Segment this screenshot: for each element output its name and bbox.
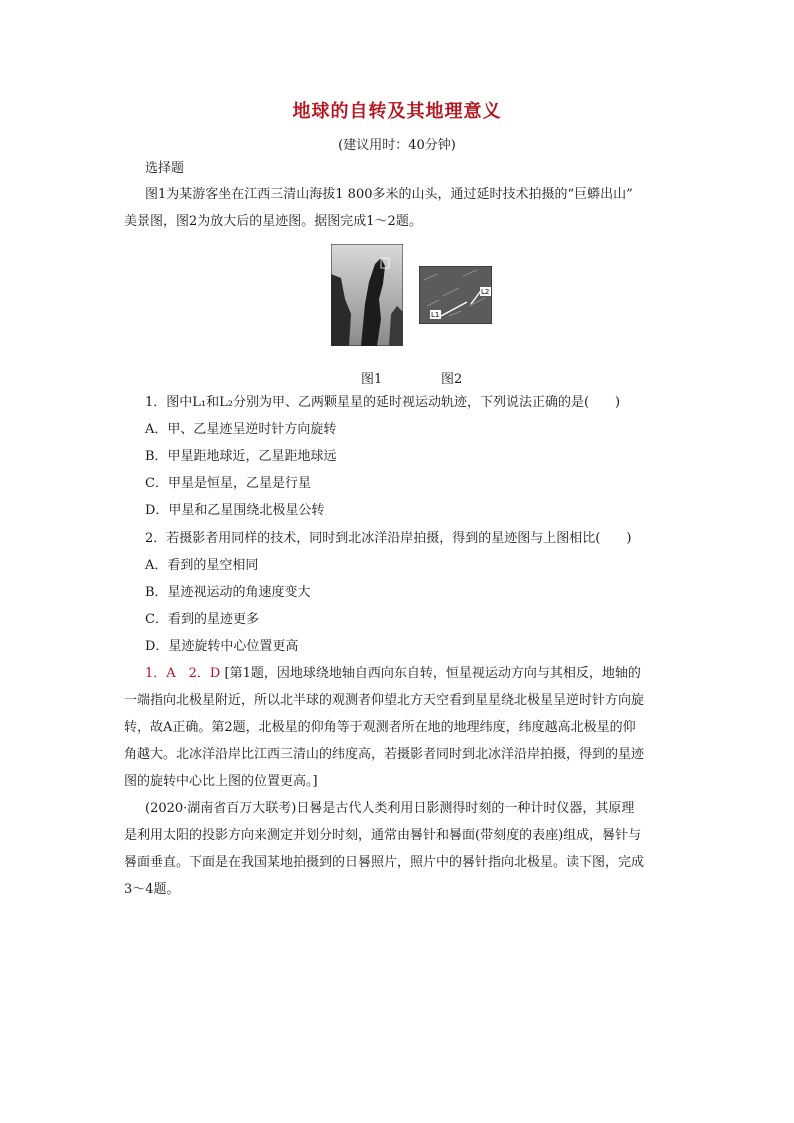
answer-explanation-1: [第1题，因地球绕地轴自西向东自转，恒星视运动方向与其相反，地轴的: [224, 666, 641, 681]
answer-line-1: [145, 665, 641, 683]
q1-option-a: A．甲、乙星迹呈逆时针方向旋转: [145, 422, 337, 437]
passage-line-3: 晷面垂直。下面是在我国某地拍摄到的日晷照片，照片中的晷针指向北极星。读下图，完成: [124, 855, 645, 870]
answer-explanation-4: 角越大。北冰洋沿岸比江西三清山的纬度高，若摄影者同时到北冰洋沿岸拍摄，得到的星迹: [124, 747, 645, 762]
l2-label: L2: [481, 288, 490, 296]
q1-option-d: D．甲星和乙星围绕北极星公转: [145, 503, 325, 518]
passage-line-1: (2020·湖南省百万大联考)日晷是古代人类利用日影测得时刻的一种计时仪器，其原理: [145, 801, 635, 816]
q2-option-c: C．看到的星迹更多: [145, 612, 259, 627]
q1-option-c: C．甲星是恒星，乙星是行星: [145, 476, 311, 491]
q2-option-d: D．星迹旋转中心位置更高: [145, 639, 299, 654]
passage-line-2: 是利用太阳的投影方向来测定并划分时刻，通常由晷针和晷面(带刻度的表座)组成，晷针与: [124, 828, 642, 843]
figure-2-caption: 图2: [441, 372, 463, 387]
q2-option-a: A．看到的星空相同: [145, 558, 259, 573]
intro-line-1: 图1为某游客坐在江西三清山海拔1 800多米的山头，通过延时技术拍摄的“巨蟒出山”: [145, 187, 633, 202]
section-heading: 选择题: [145, 161, 185, 176]
answer-explanation-2: 一端指向北极星附近，所以北半球的观测者仰望北方天空看到星星绕北极星呈逆时针方向旋: [124, 693, 645, 708]
q2-stem: 2．若摄影者用同样的技术，同时到北冰洋沿岸拍摄，得到的星迹图与上图相比( ): [145, 531, 632, 546]
l1-label: L1: [431, 311, 440, 319]
answer-explanation-3: 转，故A正确。第2题，北极星的仰角等于观测者所在地的地理纬度，纬度越高北极星的仰: [124, 720, 636, 735]
figure-1-caption: 图1: [361, 372, 383, 387]
passage-line-4: 3～4题。: [124, 882, 180, 897]
q1-option-b: B．甲星距地球近，乙星距地球远: [145, 449, 337, 464]
answer-explanation-5: 图的旋转中心比上图的位置更高。]: [124, 774, 318, 789]
answer-key: 1．A 2．D: [145, 666, 221, 681]
figure-2-star-trails: [419, 266, 492, 324]
q1-stem: 1．图中L₁和L₂分别为甲、乙两颗星星的延时视运动轨迹，下列说法正确的是( ): [145, 395, 621, 410]
suggested-time: (建议用时：40分钟): [338, 138, 456, 153]
figure-1-photo: [331, 244, 403, 346]
q2-option-b: B．星迹视运动的角速度变大: [145, 585, 311, 600]
page-title: 地球的自转及其地理意义: [292, 101, 502, 122]
intro-line-2: 美景图，图2为放大后的星迹图。据图完成1～2题。: [124, 214, 422, 229]
